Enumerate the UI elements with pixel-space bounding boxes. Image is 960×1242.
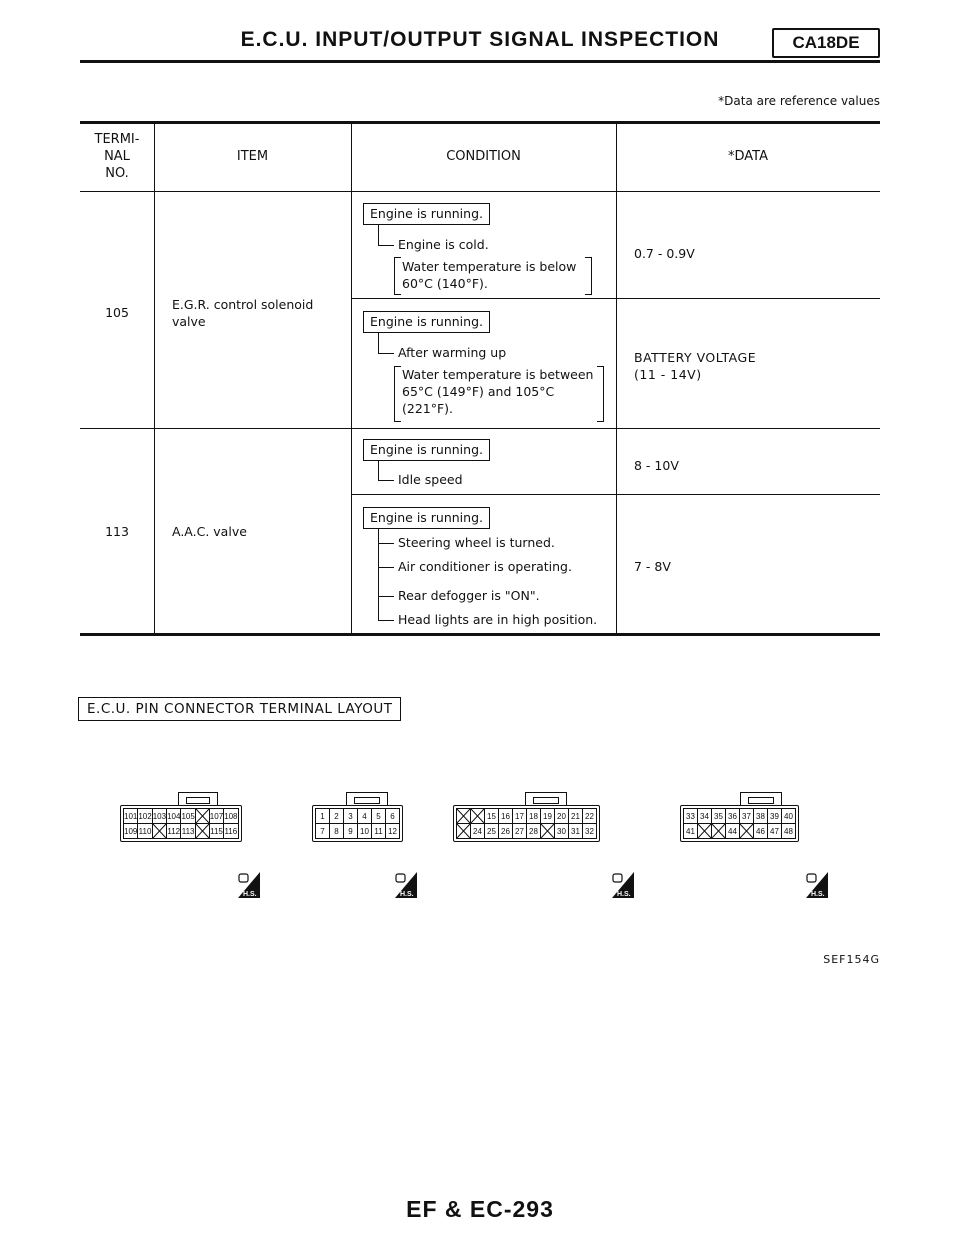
figure-code: SEF154G [823,953,880,966]
pin: 15 [485,809,499,824]
table-bottom-rule [80,633,880,636]
pin: 5 [372,809,386,824]
pin: 6 [386,809,400,824]
data-header: *DATA [728,149,768,164]
header-rule [80,60,880,63]
tree-branch [378,543,394,544]
table-top-rule [80,121,880,124]
data-value: BATTERY VOLTAGE (11 - 14V) [634,350,757,382]
pin: 112 [167,824,181,839]
item-aac-valve: A.A.C. valve [172,524,247,539]
pin: 7 [316,824,330,839]
pin: 30 [555,824,569,839]
connector-latch-inner [354,797,380,804]
reference-note: *Data are reference values [718,94,880,108]
connector-layout-title: E.C.U. PIN CONNECTOR TERMINAL LAYOUT [78,697,401,721]
condition-branch: Head lights are in high position. [398,612,598,627]
pin: 11 [372,824,386,839]
pin: 101 [124,809,138,824]
condition-box: Engine is running. [363,311,490,333]
col-divider-3 [616,122,617,634]
model-code-badge: CA18DE [772,28,880,58]
pin: 109 [124,824,138,839]
condition-header: CONDITION [446,149,521,164]
connector-frame [120,805,242,842]
tree-line [378,224,379,245]
blank-pin [195,824,209,839]
harness-side-icon [806,872,828,898]
col-divider-2 [351,122,352,634]
pin: 108 [224,809,238,824]
condition-branch: Rear defogger is "ON". [398,588,540,603]
pin: 38 [754,809,768,824]
harness-side-icon [238,872,260,898]
condition-branch: Engine is cold. [398,237,489,252]
pin: 103 [152,809,166,824]
tree-line [378,528,379,620]
blank-pin [541,824,555,839]
pin: 35 [712,809,726,824]
col-divider-1 [154,122,155,634]
pin: 12 [386,824,400,839]
bracket-right [585,257,592,295]
pin: 41 [684,824,698,839]
blank-pin [712,824,726,839]
pin: 1 [316,809,330,824]
pin: 33 [684,809,698,824]
pin: 48 [782,824,796,839]
pin: 17 [513,809,527,824]
pin: 47 [768,824,782,839]
pin: 40 [782,809,796,824]
header-bottom-rule [80,191,880,192]
item-header: ITEM [236,149,269,164]
tree-branch [378,596,394,597]
terminal-header: TERMI- NAL NO. [94,132,140,181]
blank-pin [195,809,209,824]
harness-side-icon [395,872,417,898]
condition-detail: Water temperature is below 60°C (140°F). [402,259,577,291]
pin: 25 [485,824,499,839]
connector-frame [680,805,799,842]
connector-frame [312,805,403,842]
pin: 3 [344,809,358,824]
pin: 20 [555,809,569,824]
tree-branch [378,620,394,621]
pin: 36 [726,809,740,824]
connector-latch-inner [748,797,774,804]
pin: 113 [181,824,195,839]
connector-1-12 [312,805,403,842]
item-egr-valve: E.G.R. control solenoid valve [172,297,314,329]
condition-branch: After warming up [398,345,507,360]
pin-grid [123,808,239,839]
pin-grid [683,808,796,839]
pin: 19 [541,809,555,824]
page-title: E.C.U. INPUT/OUTPUT SIGNAL INSPECTION [240,28,720,51]
pin: 28 [527,824,541,839]
blank-pin [698,824,712,839]
pin: 18 [527,809,541,824]
tree-line [378,332,379,353]
svg-text:H.S.: H.S. [400,891,414,898]
pin: 102 [138,809,152,824]
condition-branch: Idle speed [398,472,463,487]
condition-detail: Water temperature is between 65°C (149°F) and 105°C (221°F). [402,367,594,416]
tree-branch [378,353,394,354]
data-value: 0.7 - 0.9V [634,246,695,261]
pin-grid [315,808,400,839]
pin: 34 [698,809,712,824]
pin: 104 [167,809,181,824]
tree-branch [378,480,394,481]
svg-text:H.S.: H.S. [617,891,631,898]
condition-branch: Steering wheel is turned. [398,535,555,550]
pin: 110 [138,824,152,839]
pin: 21 [569,809,583,824]
pin: 44 [726,824,740,839]
data-value: 8 - 10V [634,458,679,473]
pin: 10 [358,824,372,839]
condition-box: Engine is running. [363,507,490,529]
connector-33-48 [680,805,799,842]
pin: 22 [583,809,597,824]
condition-box: Engine is running. [363,439,490,461]
connector-frame [453,805,600,842]
connector-latch-inner [533,797,559,804]
page-number: EF & EC-293 [406,1196,554,1222]
terminal-113: 113 [105,524,129,539]
condition-branch: Air conditioner is operating. [398,559,572,574]
pin: 105 [181,809,195,824]
pin: 39 [768,809,782,824]
tree-branch [378,567,394,568]
pin: 2 [330,809,344,824]
pin: 9 [344,824,358,839]
connector-101-116 [120,805,242,842]
blank-pin [740,824,754,839]
blank-pin [152,824,166,839]
pin: 107 [209,809,223,824]
pin: 26 [499,824,513,839]
condition-box: Engine is running. [363,203,490,225]
tree-branch [378,245,394,246]
svg-text:H.S.: H.S. [243,891,257,898]
pin: 4 [358,809,372,824]
pin: 116 [224,824,238,839]
pin: 27 [513,824,527,839]
connector-latch-inner [186,797,210,804]
tree-line [378,460,379,480]
connector-15-32 [453,805,600,842]
subrow-divider-1 [351,298,880,299]
terminal-105: 105 [105,305,129,320]
blank-pin [457,809,471,824]
bracket-left [394,257,401,295]
row-divider [80,428,880,429]
data-value: 7 - 8V [634,559,671,574]
pin: 115 [209,824,223,839]
subrow-divider-2 [351,494,880,495]
pin-grid [456,808,597,839]
harness-side-icon [612,872,634,898]
pin: 24 [471,824,485,839]
pin: 31 [569,824,583,839]
pin: 46 [754,824,768,839]
svg-text:H.S.: H.S. [811,891,825,898]
pin: 16 [499,809,513,824]
pin: 37 [740,809,754,824]
blank-pin [471,809,485,824]
bracket-left [394,366,401,422]
blank-pin [457,824,471,839]
bracket-right [597,366,604,422]
pin: 8 [330,824,344,839]
pin: 32 [583,824,597,839]
